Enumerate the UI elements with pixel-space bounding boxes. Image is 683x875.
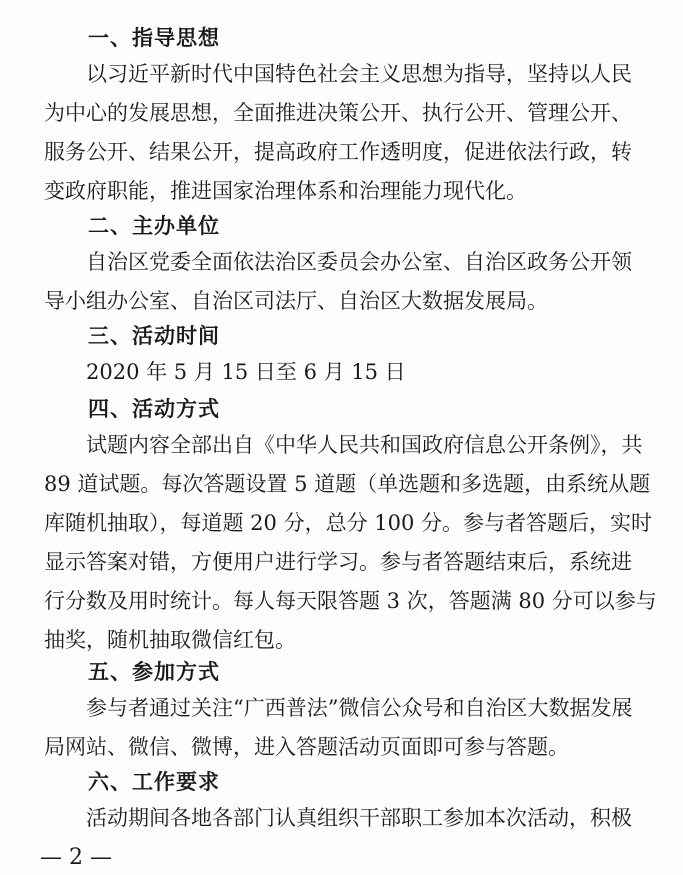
paragraph-line: 变政府职能，推进国家治理体系和治理能力现代化。 [44, 179, 527, 203]
paragraph-line: 库随机抽取），每道题 20 分，总分 100 分。参与者答题后，实时 [44, 511, 653, 535]
paragraph-line: 抽奖，随机抽取微信红包。 [44, 628, 296, 652]
paragraph-line: 导小组办公室、自治区司法厅、自治区大数据发展局。 [44, 289, 548, 313]
paragraph-line: 以习近平新时代中国特色社会主义思想为指导，坚持以人民 [86, 62, 632, 86]
section-heading-guiding-ideology: 一、指导思想 [88, 26, 220, 50]
paragraph-line: 自治区党委全面依法治区委员会办公室、自治区政务公开领 [86, 250, 632, 274]
section-heading-participation-method: 五、参加方式 [88, 660, 220, 684]
page-number: — 2 — [40, 845, 112, 870]
paragraph-line: 服务公开、结果公开，提高政府工作透明度，促进依法行政，转 [44, 140, 632, 164]
paragraph-line: 局网站、微信、微博，进入答题活动页面即可参与答题。 [44, 735, 569, 759]
section-heading-work-requirements: 六、工作要求 [88, 770, 220, 794]
section-heading-activity-time: 三、活动时间 [88, 324, 220, 348]
paragraph-line: 为中心的发展思想，全面推进决策公开、执行公开、管理公开、 [44, 101, 632, 125]
paragraph-line: 参与者通过关注“广西普法”微信公众号和自治区大数据发展 [86, 696, 633, 720]
section-heading-organizers: 二、主办单位 [88, 214, 220, 238]
paragraph-line: 显示答案对错，方便用户进行学习。参与者答题结束后，系统进 [44, 550, 632, 574]
section-heading-activity-method: 四、活动方式 [88, 397, 220, 421]
paragraph-line: 行分数及用时统计。每人每天限答题 3 次，答题满 80 分可以参与 [44, 589, 657, 613]
paragraph-line: 试题内容全部出自《中华人民共和国政府信息公开条例》，共 [86, 433, 643, 457]
paragraph-line: 2020 年 5 月 15 日至 6 月 15 日 [86, 360, 406, 384]
paragraph-line: 活动期间各地各部门认真组织干部职工参加本次活动，积极 [86, 806, 632, 830]
paragraph-line: 89 道试题。每次答题设置 5 道题（单选题和多选题，由系统从题 [44, 472, 651, 496]
